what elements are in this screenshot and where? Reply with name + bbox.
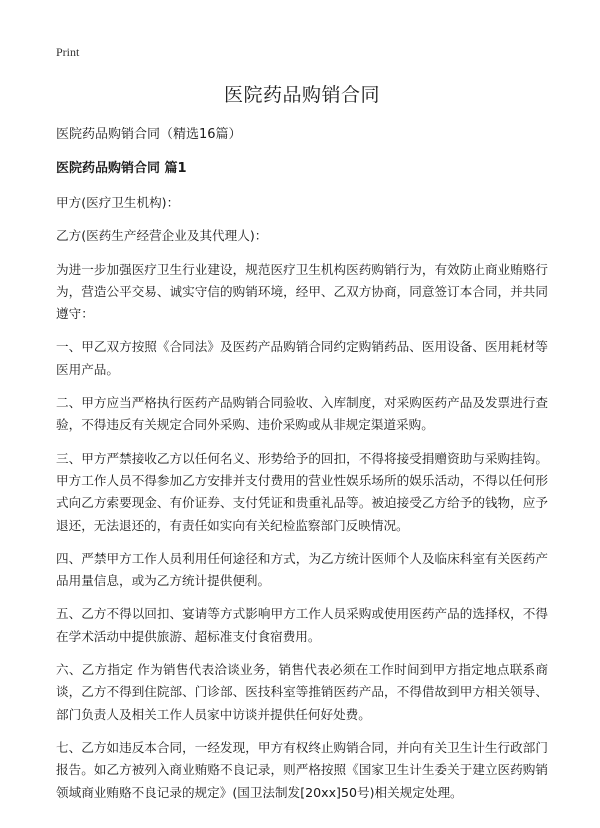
clause-5-paragraph: 五、乙方不得以回扣、宴请等方式影响甲方工作人员采购或使用医药产品的选择权，不得在学术活动中提供旅游、超标准支付食宿费用。 — [56, 606, 548, 644]
clause-6-paragraph: 六、乙方指定 作为销售代表洽谈业务，销售代表必须在工作时间到甲方指定地点联系商谈，乙方不得到住院部、门诊部、医技科室等推销医药产品，不得借故到甲方相关领导、部门负责人及相关工作人员家中访谈并提供任何好处费。 — [56, 662, 548, 722]
clause-2-paragraph: 二、甲方应当严格执行医药产品购销合同验收、入库制度，对采购医药产品及发票进行查验，不得违反有关规定合同外采购、违价采购或从非规定渠道采购。 — [56, 395, 548, 433]
clause-1-paragraph: 一、甲乙双方按照《合同法》及医药产品购销合同约定购销药品、医用设备、医用耗材等医用产品。 — [56, 339, 548, 377]
clause-7-paragraph: 七、乙方如违反本合同，一经发现，甲方有权终止购销合同，并向有关卫生计生行政部门报告。如乙方被列入商业贿赂不良记录，则严格按照《国家卫生计生委关于建立医药购销领域商业贿赂不良记录的规定》(国卫法制发[20xx]50号)相关规定处理。 — [56, 739, 548, 800]
party-b-line: 乙方(医药生产经营企业及其代理人)： — [56, 228, 268, 244]
print-link[interactable]: Print — [56, 45, 80, 59]
section-heading: 医院药品购销合同 篇1 — [56, 161, 187, 176]
party-a-line: 甲方(医疗卫生机构)： — [56, 195, 180, 210]
clause-4-paragraph: 四、严禁甲方工作人员利用任何途径和方式，为乙方统计医师个人及临床科室有关医药产品用量信息，或为乙方统计提供便利。 — [56, 550, 548, 589]
document-subtitle: 医院药品购销合同（精选16篇） — [56, 127, 242, 142]
preamble-paragraph: 为进一步加强医疗卫生行业建设，规范医疗卫生机构医药购销行为，有效防止商业贿赂行为，营造公平交易、诚实守信的购销环境，经甲、乙双方协商，同意签订本合同，并共同遵守： — [56, 261, 548, 322]
clause-3-paragraph: 三、甲方严禁接收乙方以任何名义、形势给予的回扣，不得将接受捐赠资助与采购挂钩。甲方工作人员不得参加乙方安排并支付费用的营业性娱乐场所的娱乐活动，不得以任何形式向乙方索要现金、有价证券、支付凭证和贵重礼品等。被迫接受乙方给予的钱物，应予退还，无法退还的，有责任如实向有关纪检监察部门反映情况。 — [56, 450, 548, 533]
page-title: 医院药品购销合同 — [223, 84, 380, 106]
